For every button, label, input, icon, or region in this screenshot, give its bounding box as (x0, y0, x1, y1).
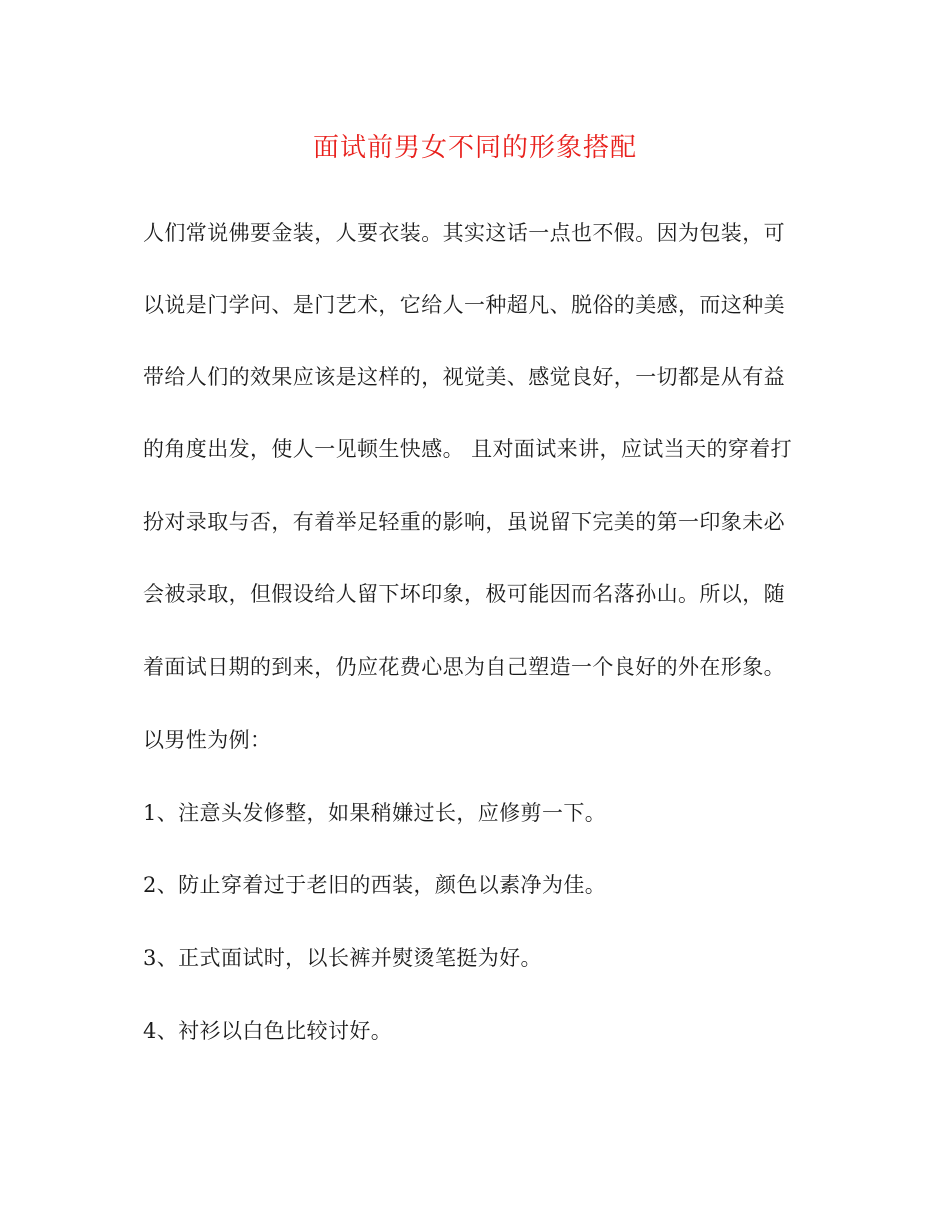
paragraph-line: 扮对录取与否，有着举足轻重的影响，虽说留下完美的第一印象未必 (143, 510, 785, 534)
list-item: 3、正式面试时，以长裤并熨烫笔挺为好。 (143, 946, 542, 970)
paragraph-line: 会被录取，但假设给人留下坏印象，极可能因而名落孙山。所以，随 (143, 582, 785, 606)
list-item: 1、注意头发修整，如果稍嫌过长，应修剪一下。 (143, 801, 607, 825)
section-heading: 以男性为例： (143, 728, 272, 752)
list-item: 4、衬衫以白色比较讨好。 (143, 1019, 393, 1043)
paragraph-line: 以说是门学问、是门艺术，它给人一种超凡、脱俗的美感，而这种美 (143, 293, 785, 317)
paragraph-line: 人们常说佛要金装，人要衣装。其实这话一点也不假。因为包装，可 (143, 221, 785, 245)
list-item: 2、防止穿着过于老旧的西装，颜色以素净为佳。 (143, 873, 607, 897)
paragraph-line: 带给人们的效果应该是这样的，视觉美、感觉良好，一切都是从有益 (143, 365, 785, 389)
paragraph-line: 的角度出发，使人一见顿生快感。 且对面试来讲，应试当天的穿着打 (143, 437, 793, 461)
document-title: 面试前男女不同的形象搭配 (312, 133, 637, 163)
paragraph-line: 着面试日期的到来，仍应花费心思为自己塑造一个良好的外在形象。 (143, 655, 785, 679)
